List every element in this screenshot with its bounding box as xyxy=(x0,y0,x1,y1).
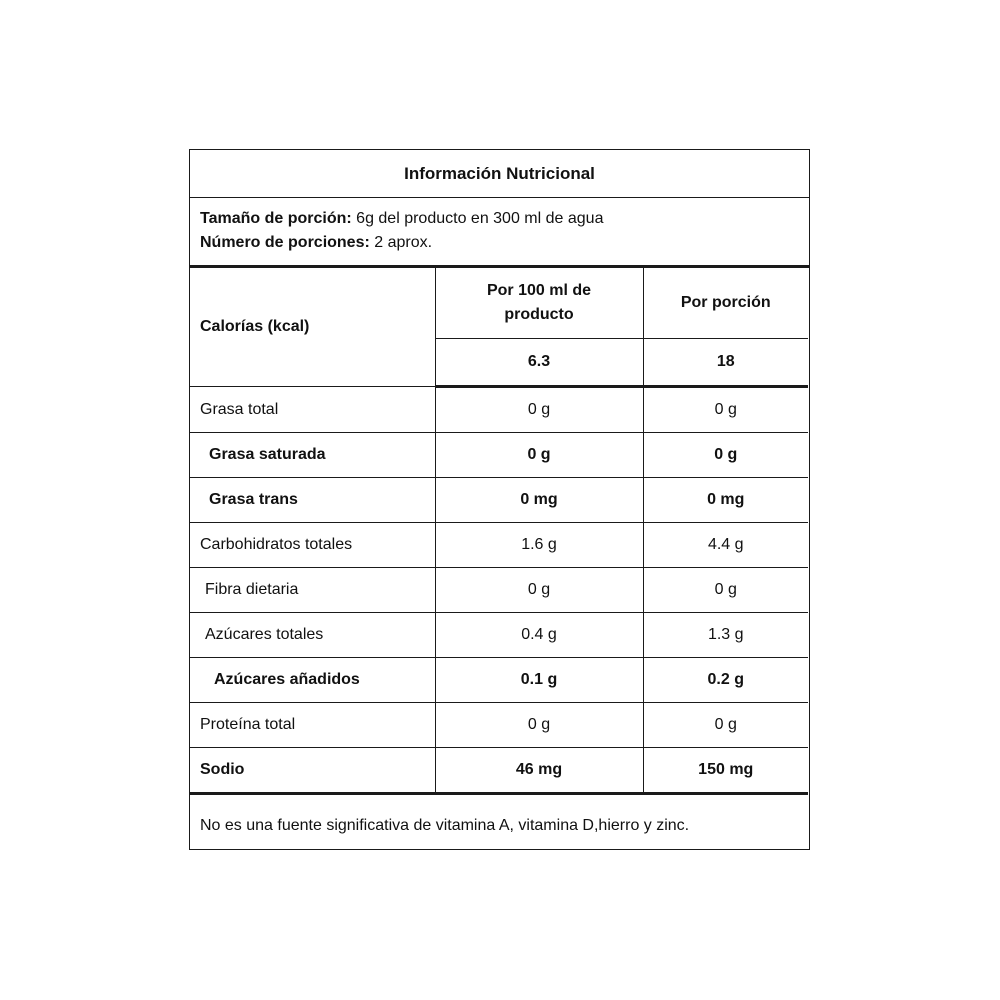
nutrient-name: Sodio xyxy=(190,748,435,794)
col-per-100-header xyxy=(435,268,643,339)
nutrient-per-serving: 150 mg xyxy=(643,748,808,794)
table-row xyxy=(190,703,808,748)
nutrient-name: Carbohidratos totales xyxy=(190,523,435,568)
nutrient-per-100: 0.4 g xyxy=(435,613,643,658)
nutrient-name: Azúcares añadidos xyxy=(190,658,435,703)
nutrient-per-serving: 0.2 g xyxy=(643,658,808,703)
nutrient-per-100: 0 g xyxy=(435,433,643,478)
nutrient-per-100: 0 g xyxy=(435,387,643,433)
table-row xyxy=(190,568,808,613)
nutrient-per-100: 0 g xyxy=(435,703,643,748)
serving-size-line xyxy=(200,207,799,231)
table-row xyxy=(190,433,808,478)
table-row xyxy=(190,658,808,703)
servings-value: 2 aprox. xyxy=(369,234,433,251)
nutrient-name: Proteína total xyxy=(190,703,435,748)
calories-label: Calorías (kcal) xyxy=(190,268,435,387)
nutrient-name: Grasa trans xyxy=(190,478,435,523)
nutrition-table xyxy=(190,268,808,795)
serving-size-value: 6g del producto en 300 ml de agua xyxy=(351,210,604,227)
nutrient-name: Azúcares totales xyxy=(190,613,435,658)
nutrient-name: Grasa total xyxy=(190,387,435,433)
nutrient-per-100: 0.1 g xyxy=(435,658,643,703)
nutrient-per-100: 46 mg xyxy=(435,748,643,794)
footer-note: No es una fuente significativa de vitamina A, vitamina D,hierro y zinc. xyxy=(200,816,690,834)
serving-size-label: Tamaño de porción: xyxy=(200,210,352,227)
calories-per-100: 6.3 xyxy=(435,339,643,387)
nutrient-per-serving: 0 g xyxy=(643,568,808,613)
col-per-serving-header: Por porción xyxy=(643,268,808,339)
calories-per-serving: 18 xyxy=(643,339,808,387)
serving-info xyxy=(190,197,809,268)
nutrient-per-serving: 0 mg xyxy=(643,478,808,523)
nutrient-per-100: 0 mg xyxy=(435,478,643,523)
nutrient-name: Grasa saturada xyxy=(190,433,435,478)
nutrient-per-serving: 0 g xyxy=(643,387,808,433)
calories-header-row xyxy=(190,268,808,339)
nutrient-per-100: 1.6 g xyxy=(435,523,643,568)
table-row xyxy=(190,387,808,433)
servings-line xyxy=(200,231,799,255)
table-row xyxy=(190,613,808,658)
nutrition-title: Información Nutricional xyxy=(190,150,809,198)
table-row xyxy=(190,478,808,523)
nutrient-per-serving: 1.3 g xyxy=(643,613,808,658)
nutrient-per-serving: 0 g xyxy=(643,703,808,748)
col-per-100-text: Por 100 ml de producto xyxy=(486,282,592,323)
nutrient-per-serving: 4.4 g xyxy=(643,523,808,568)
table-row xyxy=(190,748,808,794)
nutrient-name: Fibra dietaria xyxy=(190,568,435,613)
nutrient-per-100: 0 g xyxy=(435,568,643,613)
nutrient-per-serving: 0 g xyxy=(643,433,808,478)
table-row xyxy=(190,523,808,568)
nutrition-facts-panel xyxy=(189,149,810,850)
servings-label: Número de porciones: xyxy=(200,234,370,251)
